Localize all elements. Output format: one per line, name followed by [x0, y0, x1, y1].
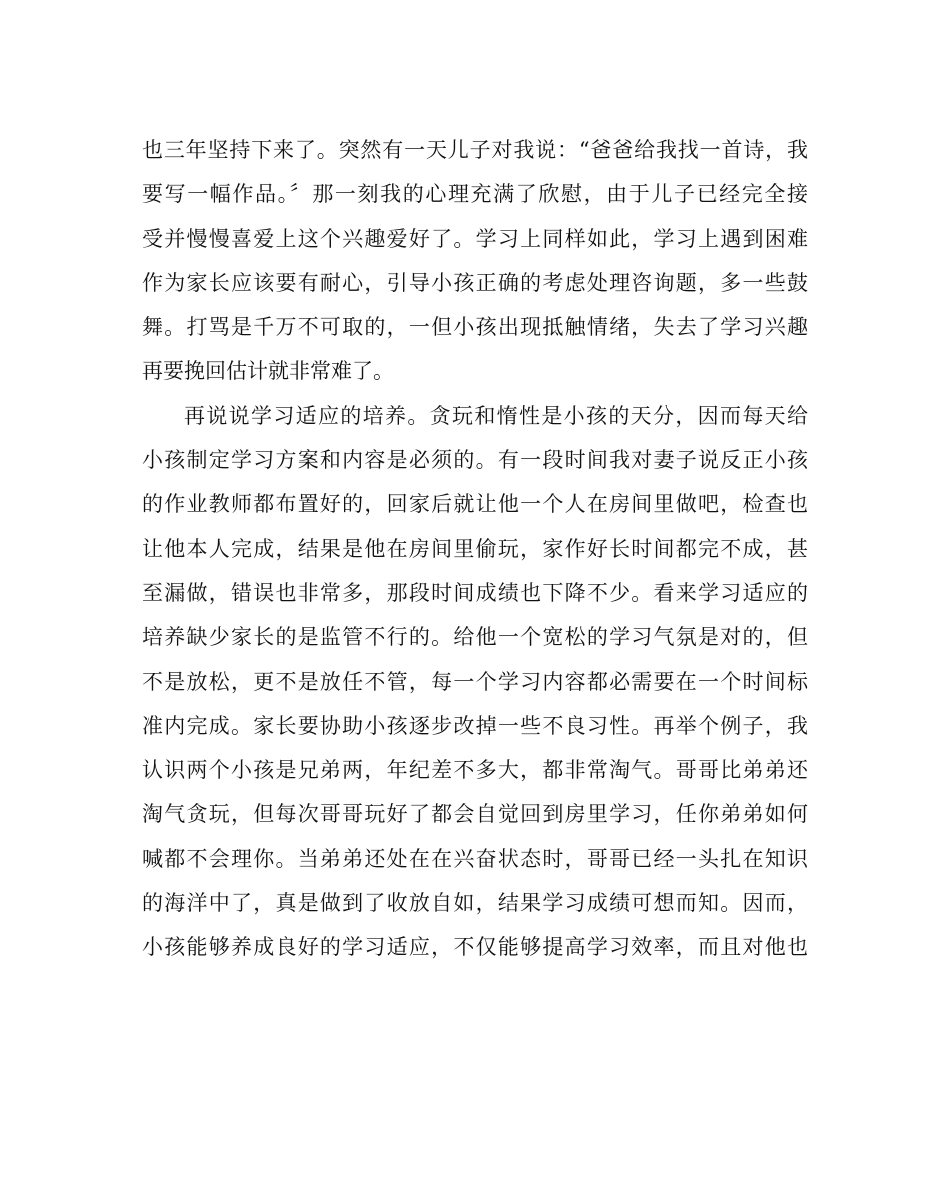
text-line: 也三年坚持下来了。突然有一天儿子对我说：“爸爸给我找一首诗，我 [142, 138, 808, 162]
text-line: 小孩能够养成良好的学习适应，不仅能够提高学习效率，而且对他也 [142, 935, 808, 960]
text-line: 作为家长应该要有耐心，引导小孩正确的考虑处理咨询题，多一些鼓 [142, 270, 808, 295]
text-line: 让他本人完成，结果是他在房间里偷玩，家作好长时间都完不成，甚 [142, 536, 808, 561]
text-line: 再说说学习适应的培养。贪玩和惰性是小孩的天分，因而每天给 [184, 403, 808, 428]
text-line: 舞。打骂是千万不可取的，一但小孩出现抵触情绪，失去了学习兴趣 [142, 315, 808, 340]
paragraph-2 [142, 394, 808, 970]
text-line: 的作业教师都布置好的，回家后就让他一个人在房间里做吧，检查也 [142, 492, 808, 517]
text-line: 准内完成。家长要协助小孩逐步改掉一些不良习性。再举个例子，我 [142, 713, 808, 738]
text-line: 的海洋中了，真是做到了收放自如，结果学习成绩可想而知。因而， [142, 891, 808, 916]
text-line: 再要挽回估计就非常难了。 [142, 359, 394, 384]
text-line: 不是放松，更不是放任不管，每一个学习内容都必需要在一个时间标 [142, 669, 808, 694]
text-line: 小孩制定学习方案和内容是必须的。有一段时间我对妻子说反正小孩 [142, 448, 808, 473]
text-line: 认识两个小孩是兄弟两，年纪差不多大，都非常淘气。哥哥比弟弟还 [142, 758, 808, 783]
text-line: 至漏做，错误也非常多，那段时间成绩也下降不少。看来学习适应的 [142, 580, 808, 605]
text-line: 喊都不会理你。当弟弟还处在在兴奋状态时，哥哥已经一头扎在知识 [142, 846, 808, 871]
text-line: 要写一幅作品。〞那一刻我的心理充满了欣慰，由于儿子已经完全接 [142, 182, 808, 207]
text-line: 淘气贪玩，但每次哥哥玩好了都会自觉回到房里学习，任你弟弟如何 [142, 802, 808, 827]
text-line: 培养缺少家长的是监管不行的。给他一个宽松的学习气氛是对的，但 [142, 625, 808, 650]
paragraph-1 [142, 128, 808, 394]
body-text [142, 128, 808, 970]
text-line: 受并慢慢喜爱上这个兴趣爱好了。学习上同样如此，学习上遇到困难 [142, 226, 808, 251]
